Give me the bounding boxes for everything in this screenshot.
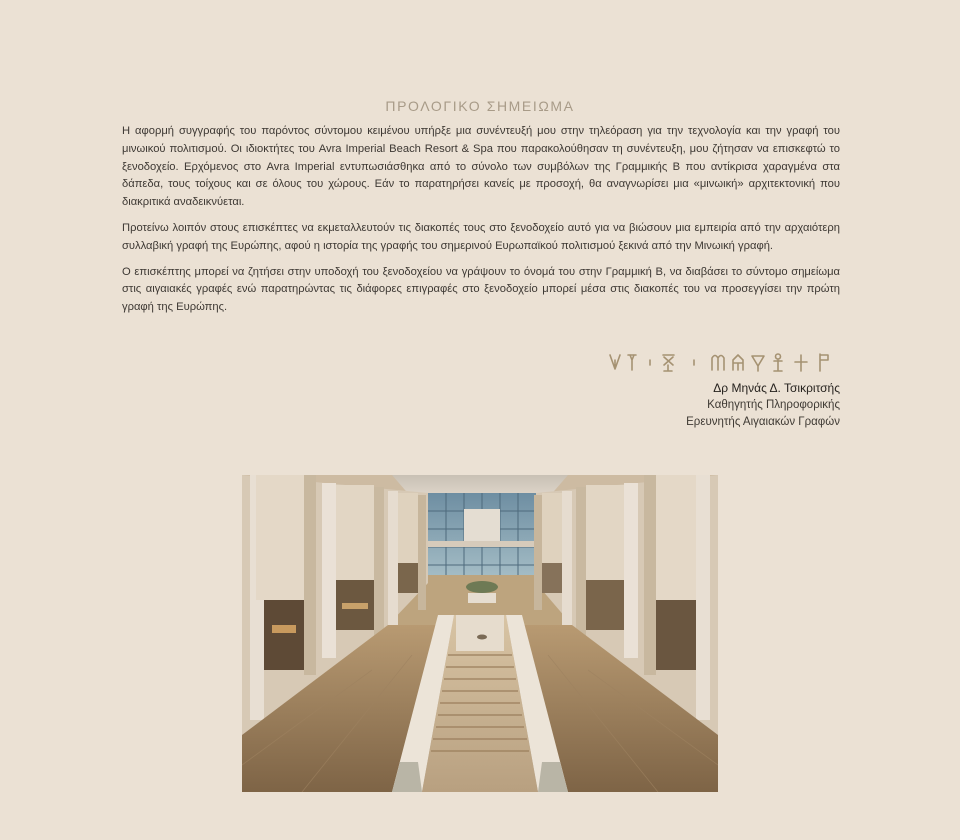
author-name: Δρ Μηνάς Δ. Τσικριτσής (713, 381, 840, 395)
preface-body (122, 123, 840, 325)
author-title-2: Ερευνητής Αιγαιακών Γραφών (686, 416, 840, 428)
paragraph-3: Ο επισκέπτης μπορεί να ζητήσει στην υποδοχή του ξενοδοχείου να γράψουν το όνομά του στην Γραμμική Β, να διαβάσει το σύντομο σημείωμα στις αιγαιακές γραφές ενώ παρατηρώντας τις διάφορες επιγραφές στο ξενοδοχείο μπορεί μέσα στις διακοπές του να προσεγγίσει την πρώτη γραφή της Ευρώπης. (122, 265, 840, 314)
paragraph-2: Προτείνω λοιπόν στους επισκέπτες να εκμεταλλευτούν τις διακοπές τους στο ξενοδοχείο αυτό για να βιώσουν μια εμπειρία από την αρχαιότερη συλλαβική γραφή της Ευρώπης, αφού η ιστορία της γραφής του σημερινού Ευρωπαϊκού πολιτισμού ξεκινά από την Μινωική γραφή. (122, 221, 840, 252)
hotel-atrium-photo (242, 475, 718, 792)
paragraph-1: Η αφορμή συγγραφής του παρόντος σύντομου κειμένου υπήρξε μια συνέντευξή μου στην τηλεόραση για την τεχνολογία και την γραφή του μινωικού πολιτισμού. Οι ιδιοκτήτες του Avra Imperial Beach Resort & Spa που παρακολούθησαν τη συνέντευξη, μου ζήτησαν να επισκεφτώ το ξενοδοχείο. Ερχόμενος στο Avra Imperial εντυπωσιάσθηκα από το σύνολο των συμβόλων της Γραμμικής Β που αντίκρισα χαραγμένα στα δάπεδα, τους τοίχους και σε όλους του χώρους. Εάν το παρατηρήσει κανείς με προσοχή, θα αναγνωρίσει μια «μινωική» αρχιτεκτονική που διακριτικά αναδεικνύεται. (122, 125, 840, 209)
author-title-1: Καθηγητής Πληροφορικής (707, 399, 840, 411)
signature-block (560, 348, 840, 431)
linear-b-signature-icon (560, 348, 840, 374)
linear-b-glyphs-icon (608, 350, 840, 374)
page-title: ΠΡΟΛΟΓΙΚΟ ΣΗΜΕΙΩΜΑ (385, 98, 575, 114)
